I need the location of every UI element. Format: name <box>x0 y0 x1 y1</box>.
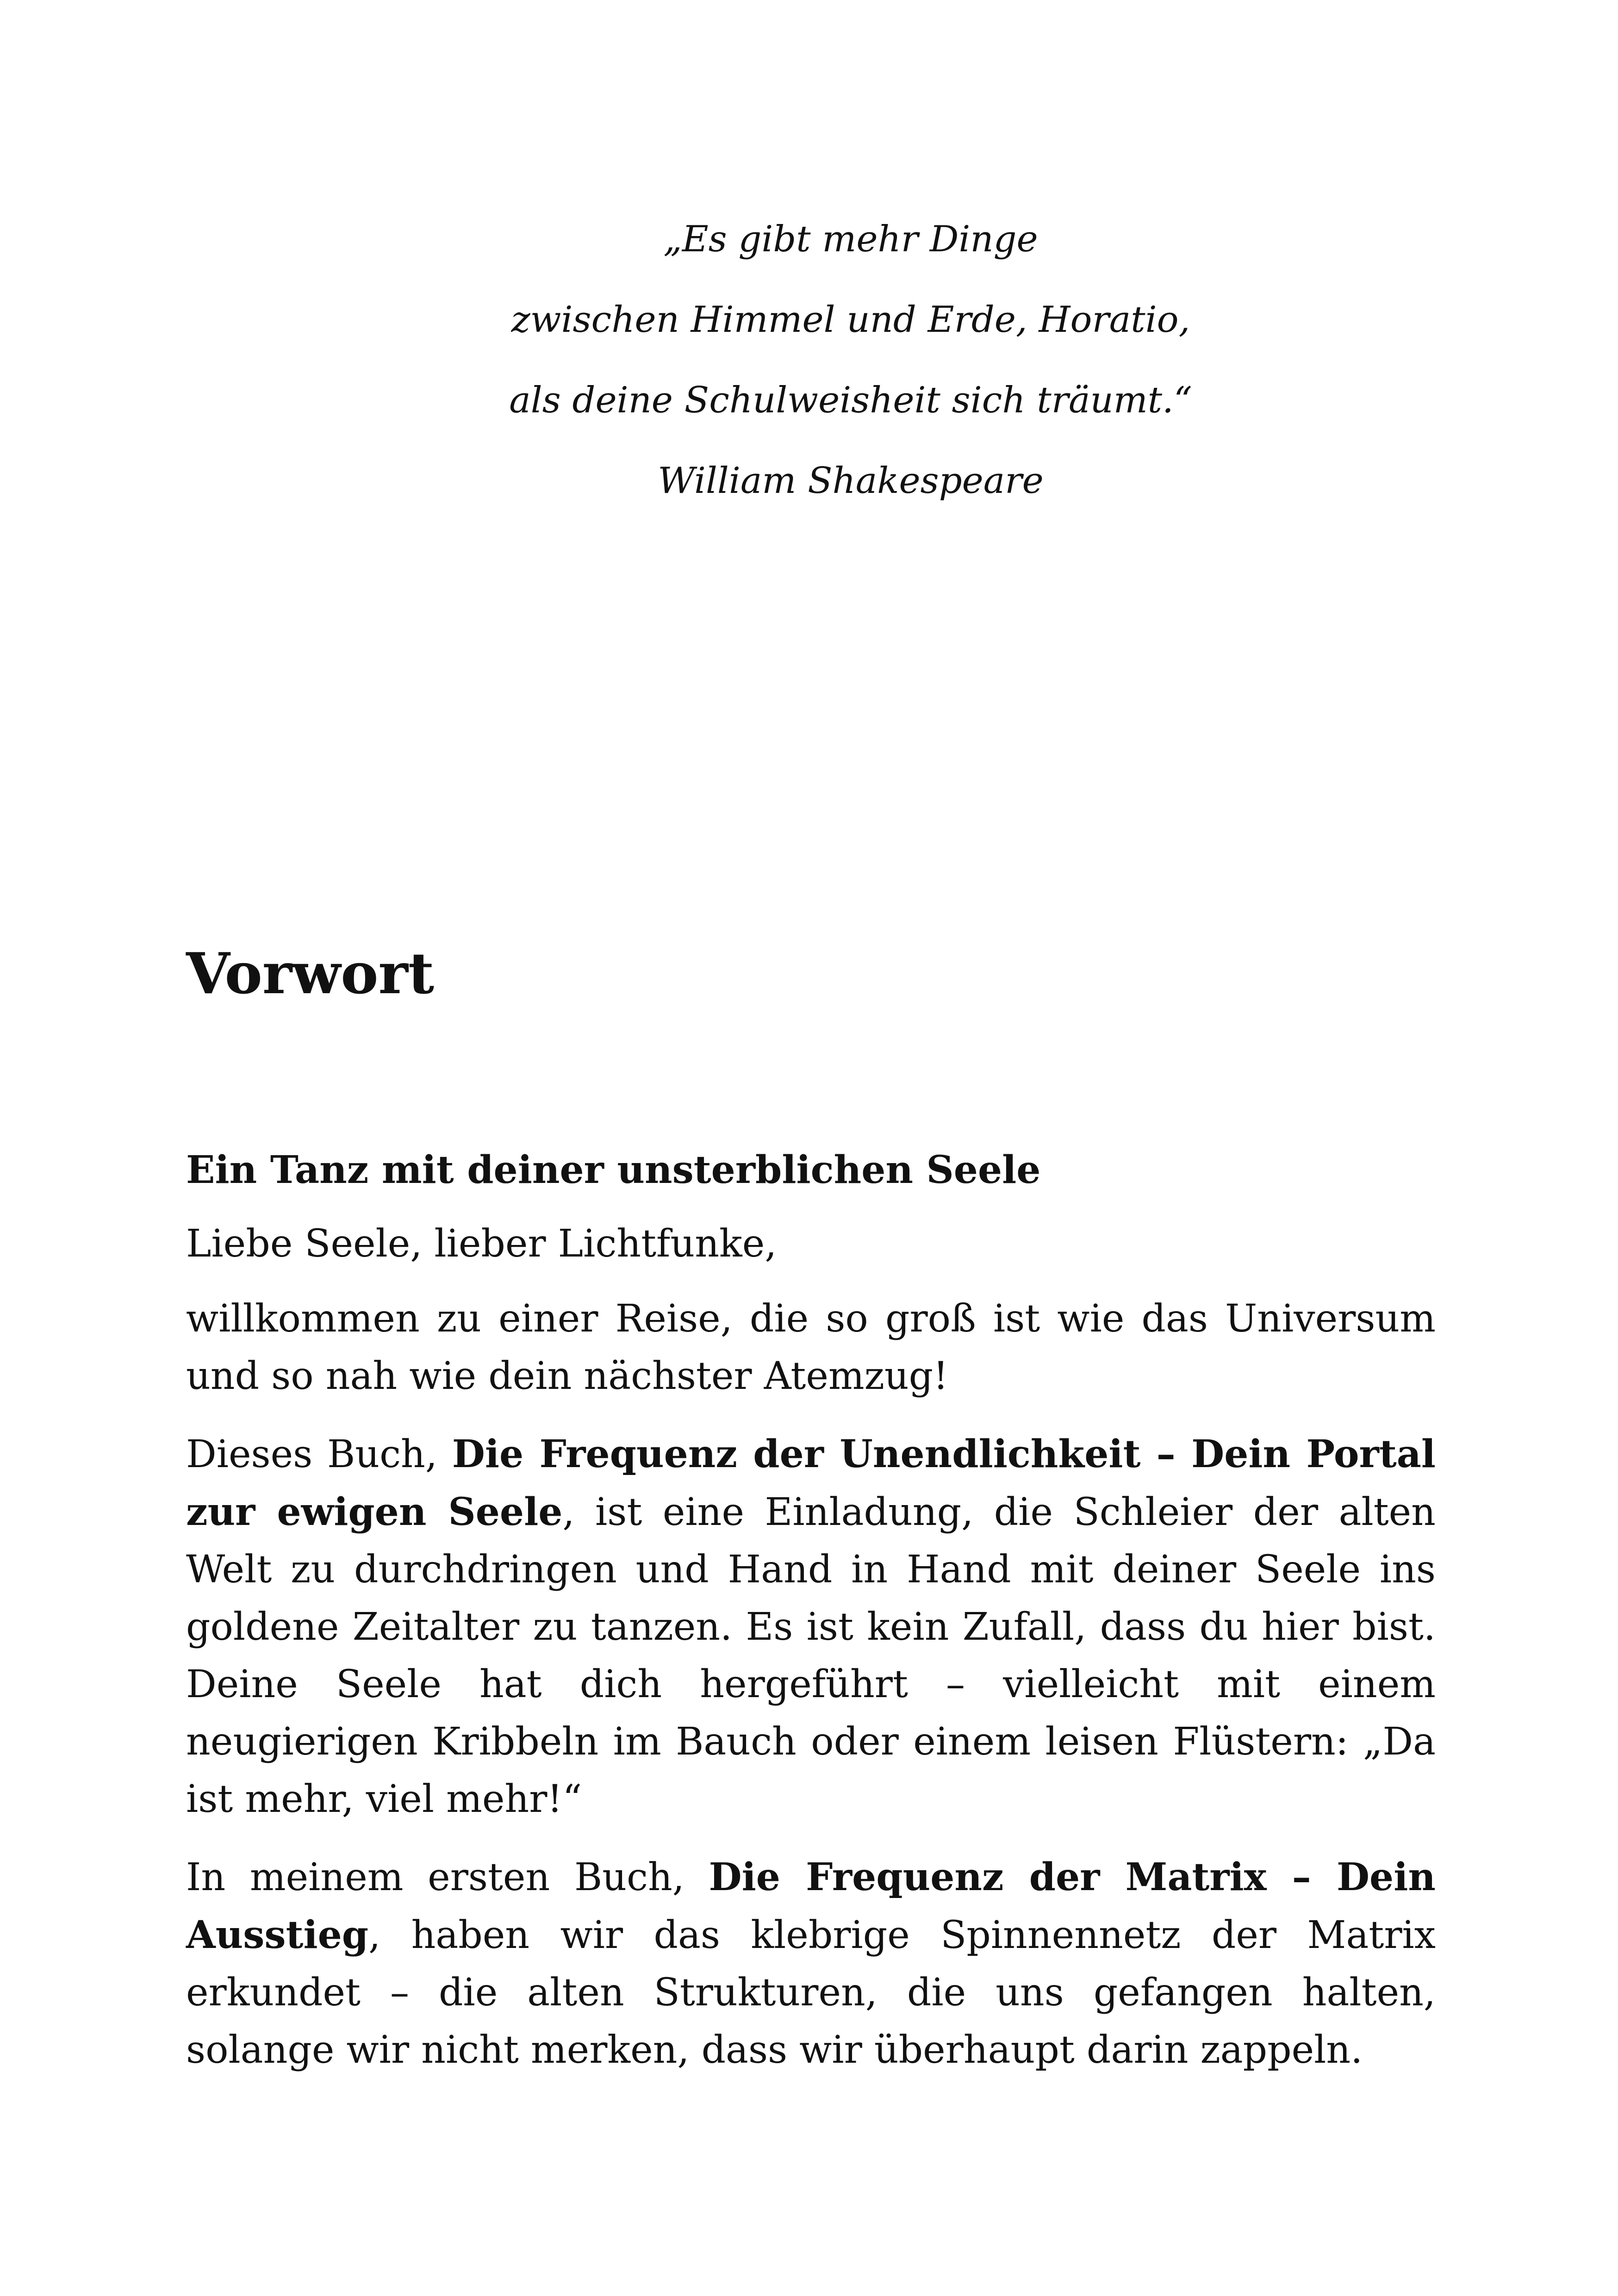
book-title-bold: Die Frequenz der Unendlichkeit – Dein Portal zur ewigen Seele <box>186 1432 1436 1535</box>
paragraph-first-book <box>186 1848 1436 2079</box>
chapter-title: Vorwort <box>186 940 435 1007</box>
first-book-title-bold: Die Frequenz der Matrix – Dein Ausstieg <box>186 1855 1436 1958</box>
epigraph-line-2: zwischen Himmel und Erde, Horatio, <box>511 299 1190 341</box>
epigraph-line-3: als deine Schulweisheit sich träumt.“ <box>509 380 1192 421</box>
paragraph-salutation: Liebe Seele, lieber Lichtfunke, <box>186 1222 777 1266</box>
chapter-content <box>186 940 1436 2099</box>
paragraph-first-book-rest: , haben wir das klebrige Spinnennetz der Matrix erkundet – die alten Strukturen, die uns gefangen halten, solange wir nicht merken, dass wir überhaupt darin zappeln. <box>186 1913 1436 2072</box>
paragraph-welcome: willkommen zu einer Reise, die so groß ist wie das Universum und so nah wie dein nächster Atemzug! <box>186 1297 1436 1399</box>
paragraph-book-intro <box>186 1425 1436 1828</box>
paragraph-book-intro-rest: , ist eine Einladung, die Schleier der alten Welt zu durchdringen und Hand in Hand mit deiner Seele ins goldene Zeitalter zu tanzen. Es ist kein Zufall, dass du hier bist. Deine Seele hat dich hergeführt – vielleicht mit einem neugierigen Kribbeln im Bauch oder einem leisen Flüstern: „Da ist mehr, viel mehr!“ <box>186 1490 1436 1822</box>
section-title: Ein Tanz mit deiner unsterblichen Seele <box>186 1148 1041 1193</box>
epigraph-author: William Shakespeare <box>658 460 1044 502</box>
epigraph-quote <box>0 199 1618 521</box>
paragraph-first-book-lead: In meinem ersten Buch, <box>186 1855 709 1900</box>
epigraph-line-1: „Es gibt mehr Dinge <box>663 218 1038 260</box>
paragraph-book-intro-lead: Dieses Buch, <box>186 1432 452 1477</box>
